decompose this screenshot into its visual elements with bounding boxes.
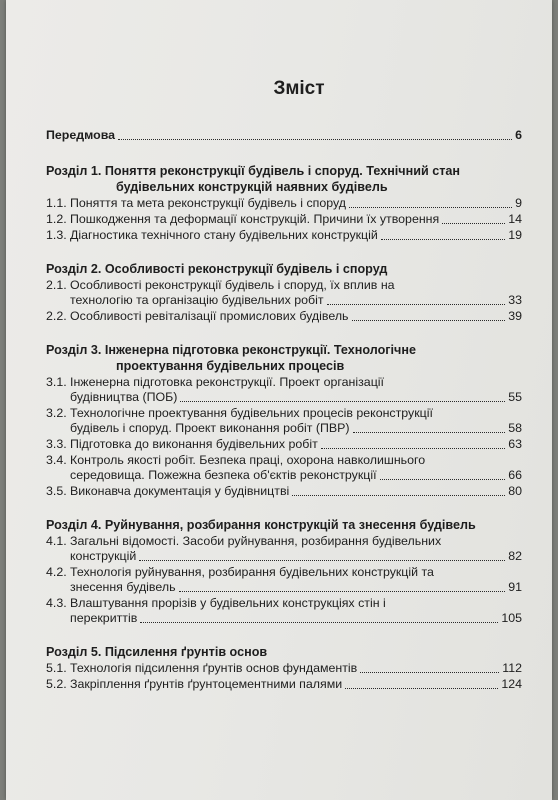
toc-entry-label: перекриттів [70,611,138,625]
section-heading-line: Розділ 4. Руйнування, розбирання конструкцій та знесення будівель [46,518,476,532]
toc-entry-number: 3.5. [46,484,67,498]
toc-page-number: 33 [508,293,522,307]
toc-entry [46,484,522,499]
toc-entry-label: будівництва (ПОБ) [70,390,178,404]
toc-entry-label: Виконавча документація у будівництві [70,484,290,498]
toc-entry-label: конструкцій [70,549,137,563]
toc-entry-label: Загальні відомості. Засоби руйнування, розбирання будівельних [70,534,442,548]
toc-entry-number: 2.2. [46,309,67,323]
toc-entry-number: 3.4. [46,453,67,467]
toc-entry-label: середовища. Пожежна безпека об'єктів реконструкції [70,468,377,482]
toc-entry [46,596,522,611]
toc-page-number: 6 [515,128,522,142]
toc-entry-continuation [46,611,522,626]
table-of-contents [46,78,522,692]
dot-leader [321,448,505,449]
section-heading [46,163,522,195]
toc-page-number: 66 [508,468,522,482]
toc-page-number: 39 [508,309,522,323]
toc-entry-number: 1.3. [46,228,67,242]
toc-entry [46,375,522,390]
toc-entry-label: Підготовка до виконання будівельних робіт [70,437,318,451]
dot-leader [327,304,506,305]
toc-entry-label: Технологічне проектування будівельних процесів реконструкції [70,406,433,420]
toc-entry-continuation [46,390,522,405]
toc-page-number: 112 [502,661,522,675]
toc-page-number: 80 [508,484,522,498]
page-title: Зміст [273,78,325,99]
toc-entry-number: 4.2. [46,565,67,579]
dot-leader [442,223,505,224]
dot-leader [345,688,498,689]
toc-sections [46,163,522,692]
section-heading [46,342,522,374]
toc-page-number: 14 [508,212,522,226]
toc-entry [46,278,522,293]
toc-entry-number: 4.3. [46,596,67,610]
toc-entry-number: 3.2. [46,406,67,420]
toc-entry [46,212,522,227]
section-heading [46,261,522,277]
toc-section [46,163,522,243]
toc-page-number: 55 [508,390,522,404]
toc-entry-label: Пошкодження та деформації конструкцій. Причини їх утворення [70,212,440,226]
toc-entry [46,565,522,580]
toc-entry-label: знесення будівель [70,580,176,594]
toc-entry-continuation [46,468,522,483]
section-heading [46,517,522,533]
toc-page-number: 63 [508,437,522,451]
toc-entry-label: будівель і споруд. Проект виконання робіт (ПВР) [70,421,350,435]
section-heading-line: проектування будівельних процесів [116,359,345,373]
toc-entry-number: 5.2. [46,677,67,691]
dot-leader [139,560,505,561]
toc-entry-label: технологію та організацію будівельних робіт [70,293,324,307]
dot-leader [179,591,506,592]
toc-page-number: 82 [508,549,522,563]
toc-entry-continuation [46,549,522,564]
section-heading-line: Розділ 1. Поняття реконструкції будівель і споруд. Технічний стан [46,164,460,178]
toc-entry-number: 3.3. [46,437,67,451]
section-heading [46,644,522,660]
toc-entry [46,309,522,324]
toc-page-number: 9 [515,196,522,210]
dot-leader [118,139,512,140]
toc-section [46,261,522,324]
toc-entry [46,677,522,692]
toc-page-number: 124 [501,677,522,691]
toc-entry-number: 1.2. [46,212,67,226]
dot-leader [352,320,506,321]
toc-entry [46,437,522,452]
document-page [6,0,552,800]
dot-leader [349,207,512,208]
dot-leader [380,479,506,480]
section-heading-line: Розділ 2. Особливості реконструкції будівель і споруд [46,262,388,276]
toc-entry-label: Технологія підсилення ґрунтів основ фундаментів [70,661,358,675]
toc-entry-continuation [46,293,522,308]
toc-entry-label: Інженерна підготовка реконструкції. Проект організації [70,375,384,389]
toc-entry-label: Поняття та мета реконструкції будівель і споруд [70,196,347,210]
dot-leader [353,432,506,433]
section-heading-line: Розділ 3. Інженерна підготовка реконструкції. Технологічне [46,343,416,357]
toc-page-number: 58 [508,421,522,435]
toc-section [46,517,522,626]
toc-entry-label: Особливості реконструкції будівель і споруд, їх вплив на [70,278,395,292]
dot-leader [360,672,499,673]
toc-entry-preface [46,128,522,143]
toc-entry [46,661,522,676]
toc-page-number: 91 [508,580,522,594]
dot-leader [292,495,505,496]
toc-entry [46,196,522,211]
toc-entry-continuation [46,421,522,436]
toc-entry-label: Передмова [46,128,116,142]
toc-entry [46,228,522,243]
toc-entry-number: 5.1. [46,661,67,675]
dot-leader [381,239,505,240]
toc-entry-label: Особливості ревіталізації промислових будівель [70,309,349,323]
toc-entry [46,406,522,421]
toc-section [46,644,522,692]
toc-page-number: 19 [508,228,522,242]
toc-entry [46,453,522,468]
toc-entry-label: Закріплення ґрунтів ґрунтоцементними палями [70,677,343,691]
toc-section [46,342,522,499]
dot-leader [140,622,498,623]
dot-leader [180,401,505,402]
toc-entry-number: 1.1. [46,196,67,210]
toc-entry-continuation [46,580,522,595]
toc-entry-label: Контроль якості робіт. Безпека праці, охорона навколишнього [70,453,426,467]
toc-entry-label: Діагностика технічного стану будівельних конструкцій [70,228,378,242]
toc-entry-label: Технологія руйнування, розбирання будівельних конструкцій та [70,565,434,579]
toc-entry-number: 3.1. [46,375,67,389]
toc-entry-number: 4.1. [46,534,67,548]
toc-entry-number: 2.1. [46,278,67,292]
section-heading-line: Розділ 5. Підсилення ґрунтів основ [46,645,268,659]
toc-page-number: 105 [501,611,522,625]
toc-entry [46,534,522,549]
section-heading-line: будівельних конструкцій наявних будівель [116,180,388,194]
toc-entry-label: Влаштування прорізів у будівельних конструкціях стін і [70,596,386,610]
